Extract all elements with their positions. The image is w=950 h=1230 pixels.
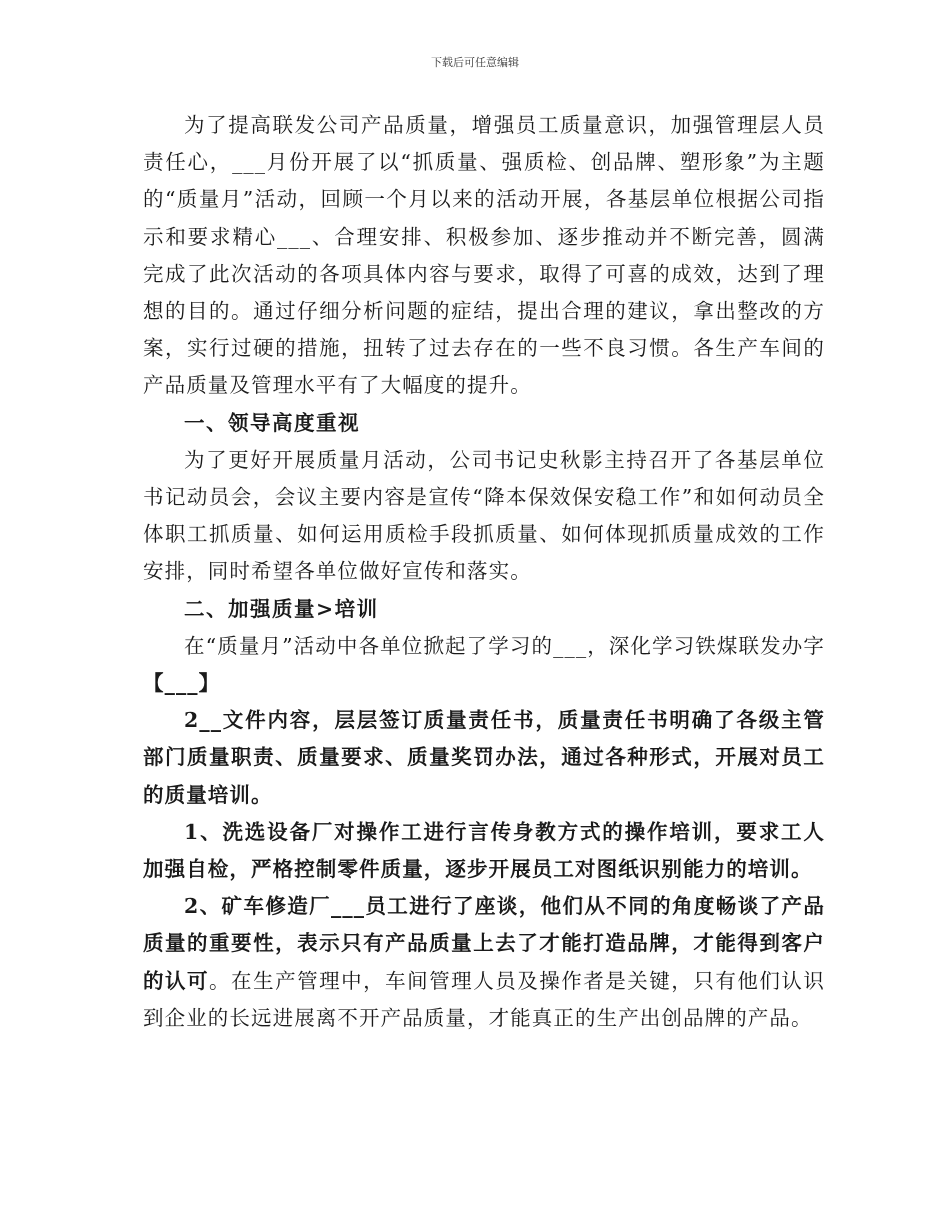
list-item-2-bold-text: 2、矿车修造厂___员工进行了座谈，他们从不同的角度畅谈了产品质量的重要性，表示只有产品质量上去了才能打造品牌，才能得到客户的认可 bbox=[143, 894, 825, 993]
section-1-paragraph: 为了更好开展质量月活动，公司书记史秋影主持召开了各基层单位书记动员会，会议主要内容是宣传“降本保效保安稳工作”和如何动员全体职工抓质量、如何运用质检手段抓质量、如何体现抓质量成效的工作安排，同时希望各单位做好宣传和落实。 bbox=[143, 447, 825, 584]
list-item-2 bbox=[143, 888, 825, 1037]
section-2-bracket: 【___】 bbox=[143, 671, 221, 696]
section-2-paragraph-2: 2__文件内容，层层签订质量责任书，质量责任书明确了各级主管部门质量职责、质量要求、质量奖罚办法，通过各种形式，开展对员工的质量培训。 bbox=[143, 708, 825, 807]
section-heading-2: 二、加强质量>培训 bbox=[184, 596, 379, 621]
intro-paragraph: 为了提高联发公司产品质量，增强员工质量意识，加强管理层人员责任心，___月份开展了以“抓质量、强质检、创品牌、塑形象”为主题的“质量月”活动，回顾一个月以来的活动开展，各基层单位根据公司指示和要求精心___、合理安排、积极参加、逐步推动并不断完善，圆满完成了此次活动的各项具体内容与要求，取得了可喜的成效，达到了理想的目的。通过仔细分析问题的症结，提出合理的建议，拿出整改的方案，实行过硬的措施，扭转了过去存在的一些不良习惯。各生产车间的产品质量及管理水平有了大幅度的提升。 bbox=[143, 113, 825, 398]
list-item-2-rest-text: 。在生产管理中，车间管理人员及操作者是关键，只有他们认识到企业的长远进展离不开产品质量，才能真正的生产出创品牌的产品。 bbox=[143, 968, 825, 1030]
section-heading-1: 一、领导高度重视 bbox=[184, 410, 360, 435]
section-2-lead-text: 在“质量月”活动中各单位掀起了学习的___，深化学习铁煤联发办字 bbox=[184, 633, 825, 658]
page-header: 下载后可任意编辑 bbox=[431, 56, 519, 69]
document-body bbox=[143, 107, 825, 1037]
list-item-1: 1、洗选设备厂对操作工进行言传身教方式的操作培训，要求工人加强自检，严格控制零件质量，逐步开展员工对图纸识别能力的培训。 bbox=[143, 819, 825, 882]
section-2-lead-paragraph bbox=[143, 628, 825, 702]
